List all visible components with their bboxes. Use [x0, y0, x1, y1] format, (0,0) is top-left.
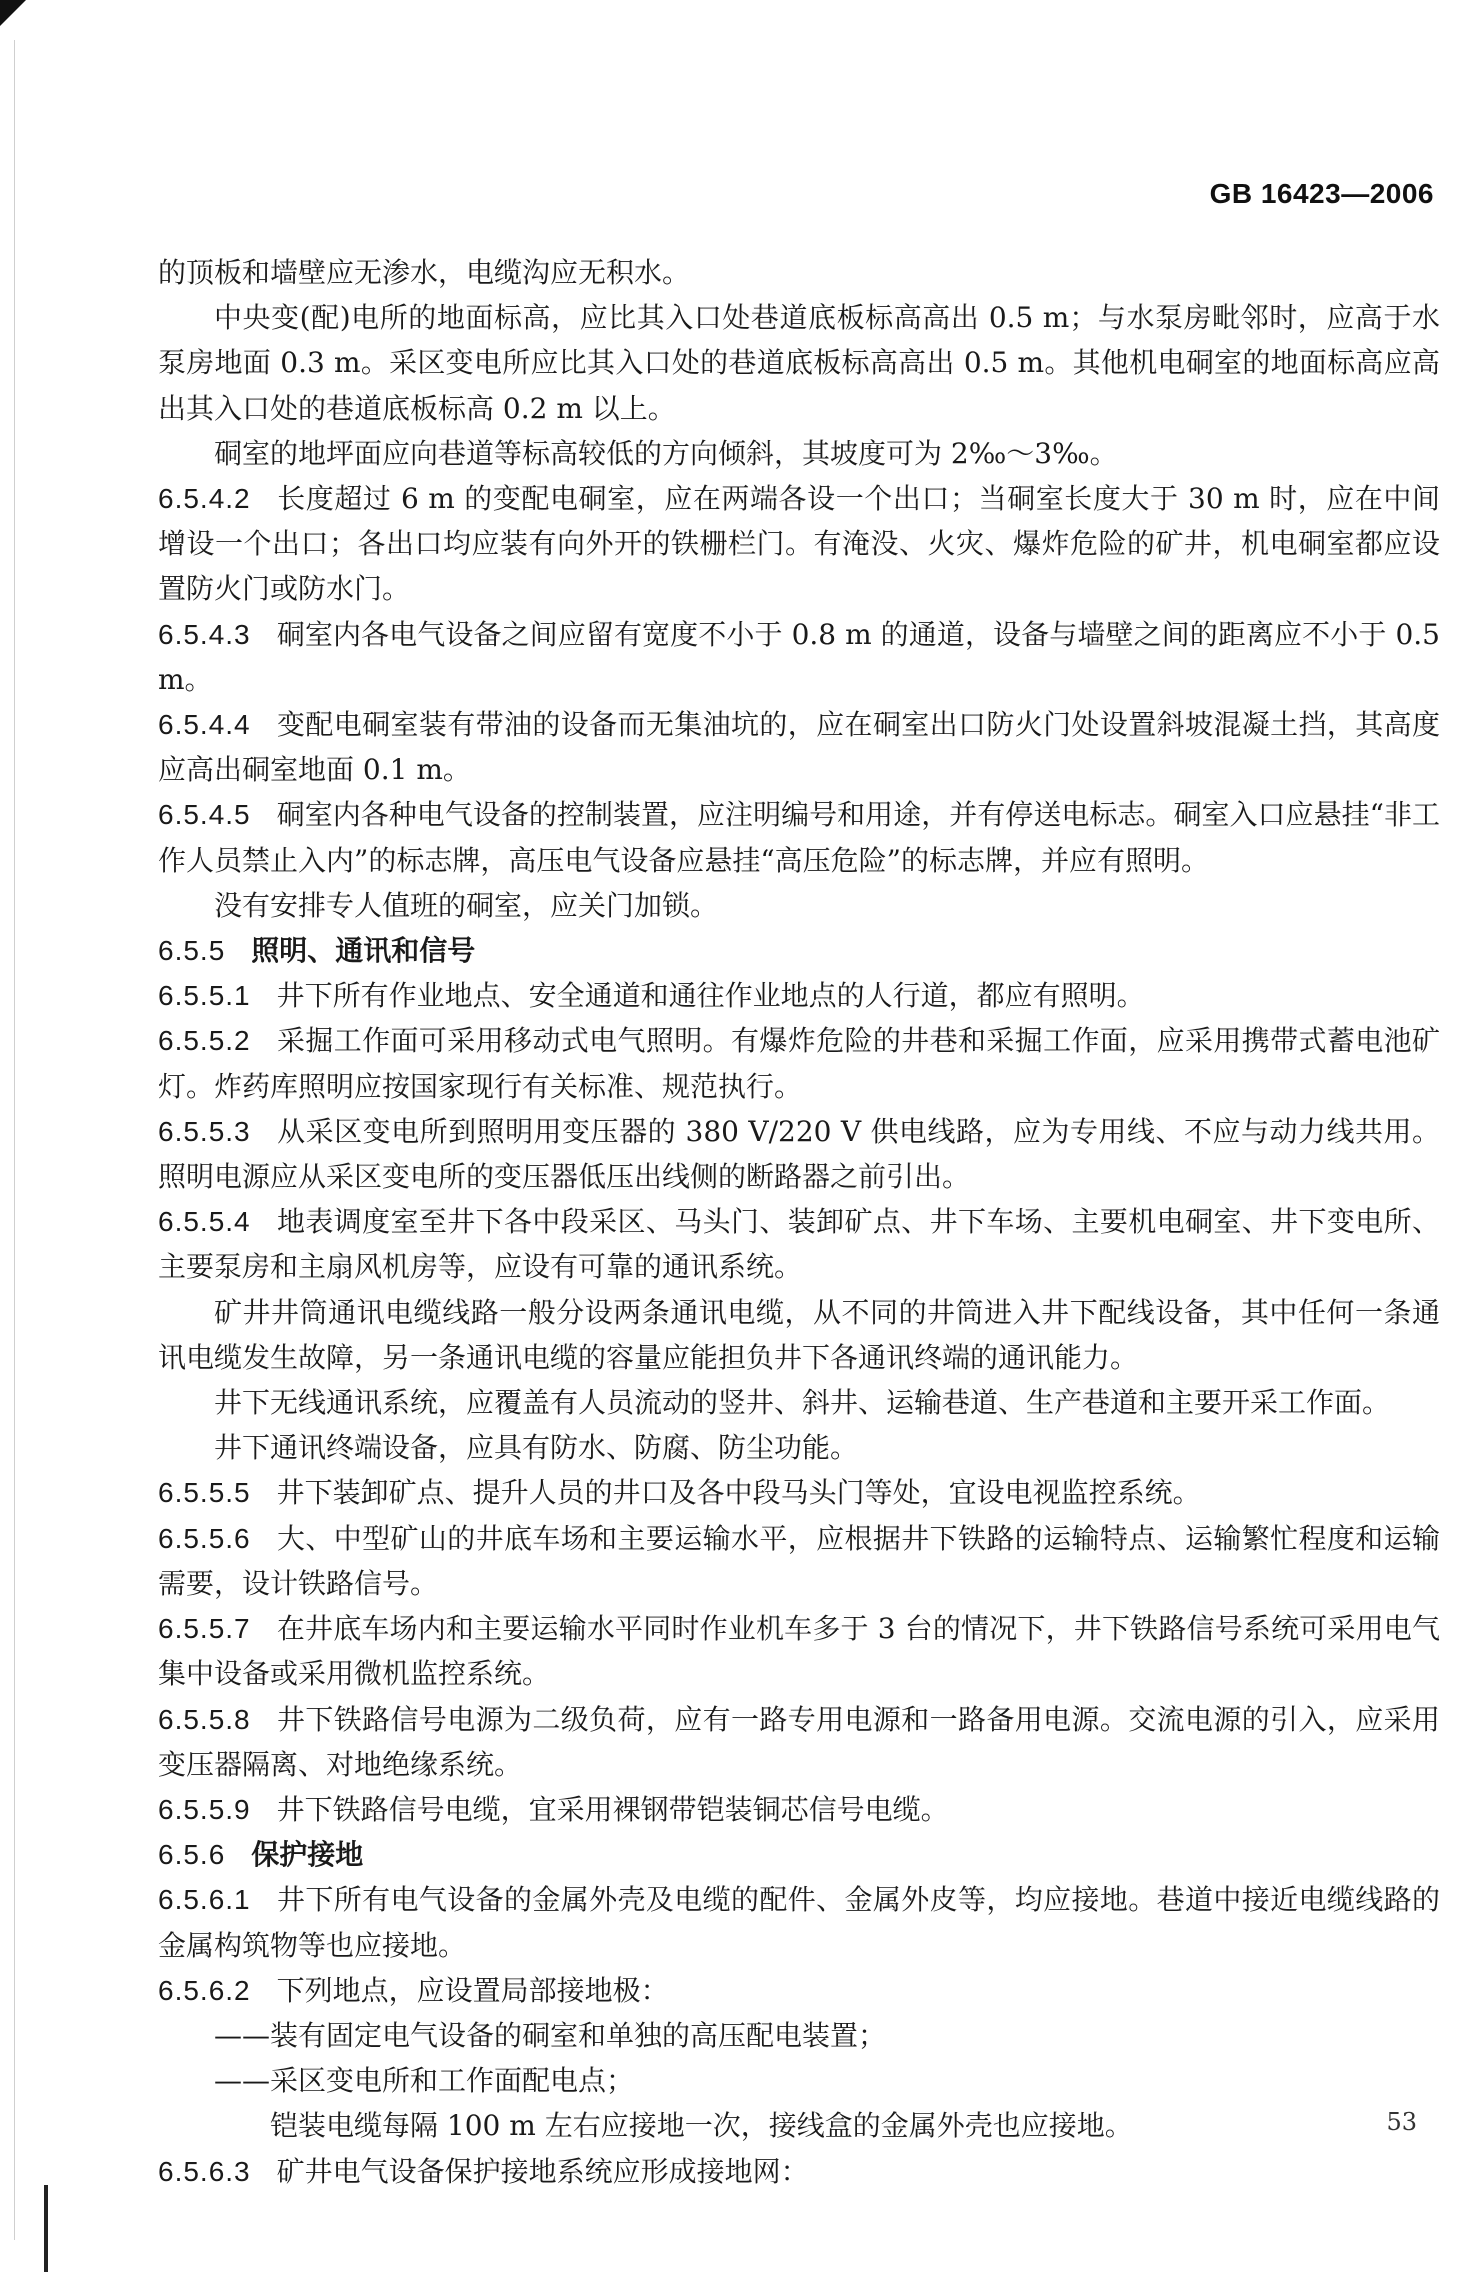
body-paragraph	[158, 1380, 1440, 1425]
clause-number: 6.5.4.3	[158, 618, 251, 650]
clause-text: 井下所有作业地点、安全通道和通往作业地点的人行道，都应有照明。	[276, 979, 1145, 1013]
paragraph-text: 井下通讯终端设备，应具有防水、防腐、防尘功能。	[214, 1431, 859, 1465]
clause-paragraph	[158, 1697, 1440, 1787]
clause-number: 6.5.5.8	[158, 1703, 251, 1735]
clause-paragraph	[158, 1109, 1440, 1199]
body-paragraph	[158, 1290, 1440, 1380]
clause-text: 采掘工作面可采用移动式电气照明。有爆炸危险的井巷和采掘工作面，应采用携带式蓄电池矿灯。炸药库照明应按国家现行有关标准、规范执行。	[158, 1024, 1440, 1103]
clause-text: 在井底车场内和主要运输水平同时作业机车多于 3 台的情况下，井下铁路信号系统可采用电气集中设备或采用微机监控系统。	[158, 1612, 1440, 1691]
page-number: 53	[1386, 2108, 1417, 2136]
list-item-text: 铠装电缆每隔 100 m 左右应接地一次，接线盒的金属外壳也应接地。	[270, 2109, 1133, 2143]
paragraph-text: 没有安排专人值班的硐室，应关门加锁。	[214, 888, 719, 922]
clause-paragraph	[158, 612, 1440, 702]
list-item	[158, 2058, 1440, 2103]
clause-paragraph	[158, 1470, 1440, 1515]
body-paragraph	[158, 883, 1440, 928]
clause-text: 井下装卸矿点、提升人员的井口及各中段马头门等处，宜设电视监控系统。	[276, 1476, 1201, 1510]
clause-text: 矿井电气设备保护接地系统应形成接地网：	[276, 2154, 809, 2188]
section-title: 照明、通讯和信号	[251, 934, 476, 968]
clause-paragraph	[158, 2149, 1440, 2194]
clause-number: 6.5.5.1	[158, 980, 251, 1012]
clause-text: 下列地点，应设置局部接地极：	[276, 1973, 669, 2007]
clause-paragraph	[158, 973, 1440, 1018]
clause-text: 硐室内各电气设备之间应留有宽度不小于 0.8 m 的通道，设备与墙壁之间的距离应不小于 0.5 m。	[158, 617, 1440, 696]
clause-text: 井下铁路信号电缆，宜采用裸钢带铠装铜芯信号电缆。	[276, 1792, 949, 1826]
clause-text: 大、中型矿山的井底车场和主要运输水平，应根据井下铁路的运输特点、运输繁忙程度和运输需要，设计铁路信号。	[158, 1521, 1440, 1600]
list-note	[158, 2103, 1440, 2148]
clause-paragraph	[158, 1787, 1440, 1832]
clause-number: 6.5.4.5	[158, 799, 251, 831]
document-body	[158, 250, 1440, 2194]
scan-corner-mark	[0, 0, 26, 26]
clause-paragraph	[158, 476, 1440, 612]
clause-number: 6.5.5.3	[158, 1115, 251, 1147]
clause-text: 井下铁路信号电源为二级负荷，应有一路专用电源和一路备用电源。交流电源的引入，应采用变压器隔离、对地绝缘系统。	[158, 1702, 1440, 1781]
clause-text: 井下所有电气设备的金属外壳及电缆的配件、金属外皮等，均应接地。巷道中接近电缆线路的金属构筑物等也应接地。	[158, 1883, 1440, 1962]
body-paragraph	[158, 1425, 1440, 1470]
clause-paragraph	[158, 1877, 1440, 1967]
clause-paragraph	[158, 1968, 1440, 2013]
list-item-text: ——采区变电所和工作面配电点；	[214, 2064, 635, 2098]
scan-edge-line	[14, 40, 15, 2240]
clause-number: 6.5.5.9	[158, 1793, 251, 1825]
clause-number: 6.5.5.4	[158, 1206, 251, 1238]
list-item-text: ——装有固定电气设备的硐室和单独的高压配电装置；	[214, 2018, 887, 2052]
paragraph-text: 硐室的地坪面应向巷道等标高较低的方向倾斜，其坡度可为 2‰～3‰。	[214, 436, 1118, 470]
clause-text: 长度超过 6 m 的变配电硐室，应在两端各设一个出口；当硐室长度大于 30 m 时，应在中间增设一个出口；各出口均应装有向外开的铁栅栏门。有淹没、火灾、爆炸危险的矿井，机电硐室都应设置防火门或防水门。	[158, 482, 1440, 606]
list-item	[158, 2013, 1440, 2058]
body-paragraph	[158, 295, 1440, 431]
clause-paragraph	[158, 1199, 1440, 1289]
clause-number: 6.5.5.5	[158, 1477, 251, 1509]
clause-number: 6.5.5.2	[158, 1025, 251, 1057]
section-number: 6.5.5	[158, 935, 226, 967]
clause-paragraph	[158, 702, 1440, 792]
section-heading	[158, 928, 1440, 973]
clause-text: 硐室内各种电气设备的控制装置，应注明编号和用途，并有停送电标志。硐室入口应悬挂“非工作人员禁止入内”的标志牌，高压电气设备应悬挂“高压危险”的标志牌，并应有照明。	[158, 798, 1440, 877]
paragraph-text: 井下无线通讯系统，应覆盖有人员流动的竖井、斜井、运输巷道、生产巷道和主要开采工作面。	[214, 1386, 1391, 1420]
clause-number: 6.5.6.2	[158, 1974, 251, 2006]
standard-code-header: GB 16423—2006	[1209, 178, 1434, 209]
clause-text: 地表调度室至井下各中段采区、马头门、装卸矿点、井下车场、主要机电硐室、井下变电所、主要泵房和主扇风机房等，应设有可靠的通讯系统。	[158, 1205, 1440, 1284]
clause-number: 6.5.4.2	[158, 483, 251, 515]
section-heading	[158, 1832, 1440, 1877]
clause-text: 变配电硐室装有带油的设备而无集油坑的，应在硐室出口防火门处设置斜坡混凝土挡，其高度应高出硐室地面 0.1 m。	[158, 708, 1440, 787]
paragraph-text: 矿井井筒通讯电缆线路一般分设两条通讯电缆，从不同的井筒进入井下配线设备，其中任何一条通讯电缆发生故障，另一条通讯电缆的容量应能担负井下各通讯终端的通讯能力。	[158, 1295, 1440, 1374]
clause-paragraph	[158, 792, 1440, 882]
clause-number: 6.5.5.7	[158, 1613, 251, 1645]
scan-binding-mark	[44, 2185, 48, 2272]
clause-paragraph	[158, 1018, 1440, 1108]
clause-paragraph	[158, 1516, 1440, 1606]
clause-text: 从采区变电所到照明用变压器的 380 V/220 V 供电线路，应为专用线、不应与动力线共用。照明电源应从采区变电所的变压器低压出线侧的断路器之前引出。	[158, 1114, 1440, 1194]
clause-number: 6.5.6.1	[158, 1884, 251, 1916]
paragraph-text: 中央变(配)电所的地面标高，应比其入口处巷道底板标高高出 0.5 m；与水泵房毗邻时，应高于水泵房地面 0.3 m。采区变电所应比其入口处的巷道底板标高高出 0.5 m。其他机电硐室的地面标高应高出其入口处的巷道底板标高 0.2 m 以上。	[158, 301, 1440, 425]
section-number: 6.5.6	[158, 1839, 226, 1871]
clause-number: 6.5.5.6	[158, 1522, 251, 1554]
clause-number: 6.5.6.3	[158, 2155, 251, 2187]
clause-number: 6.5.4.4	[158, 709, 251, 741]
paragraph-text: 的顶板和墙壁应无渗水，电缆沟应无积水。	[158, 256, 691, 289]
clause-paragraph	[158, 1606, 1440, 1696]
body-paragraph	[158, 431, 1440, 476]
body-paragraph	[158, 250, 1440, 295]
section-title: 保护接地	[251, 1838, 364, 1872]
